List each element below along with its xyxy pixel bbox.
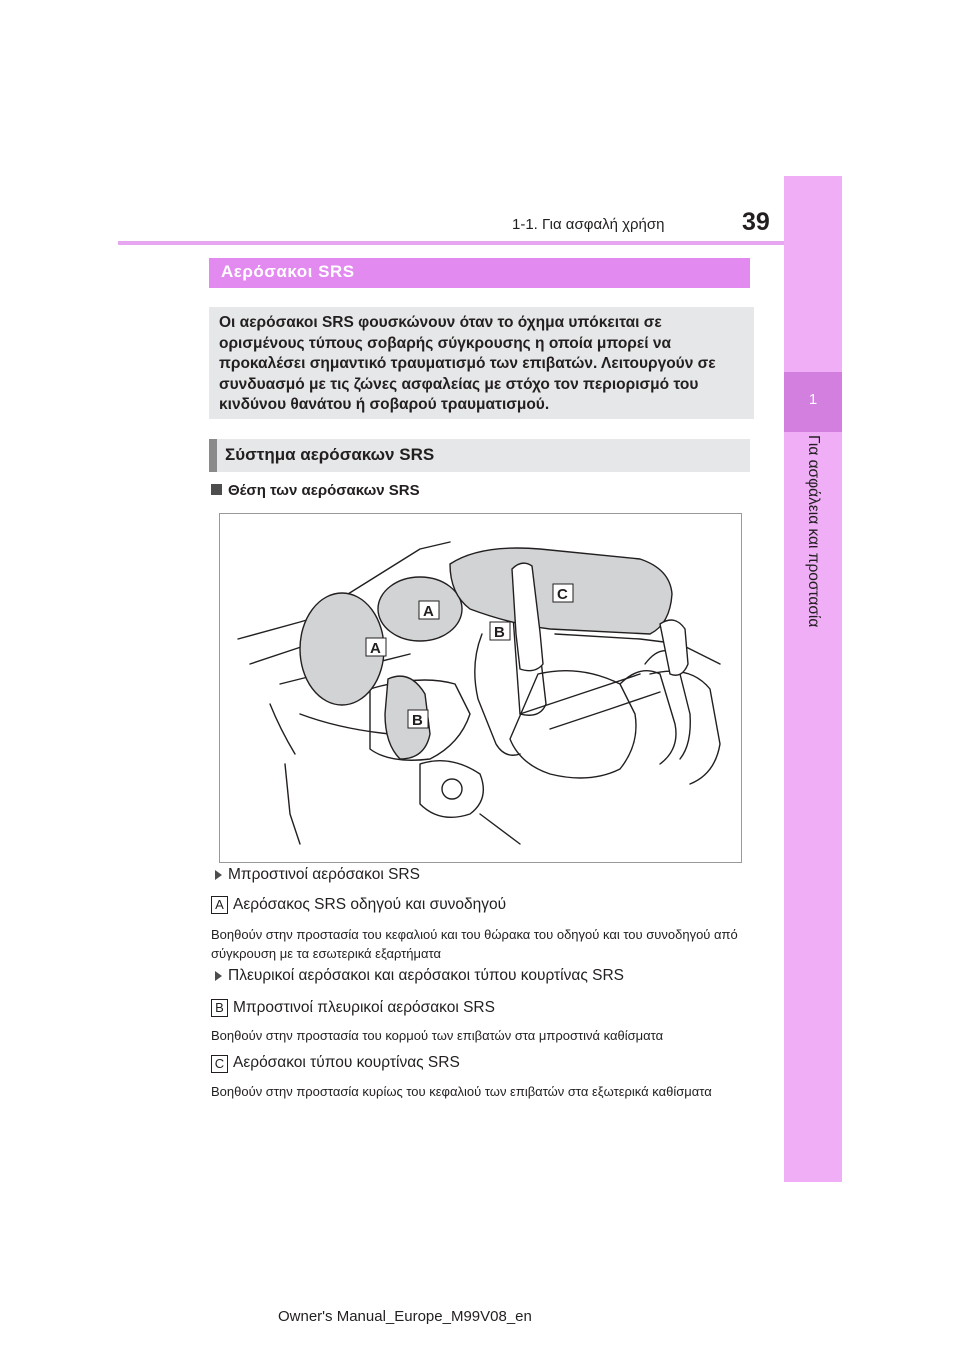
square-bullet-icon [211, 484, 222, 495]
subsection-accent [209, 439, 217, 472]
group-heading-side: Πλευρικοί αερόσακοι και αερόσακοι τύπου κουρτίνας SRS [228, 967, 624, 984]
subheading [211, 482, 420, 499]
key-box-a: A [211, 896, 228, 914]
vehicle-interior-illustration [220, 514, 741, 862]
airbag-location-figure [219, 513, 742, 863]
triangle-bullet-icon [215, 870, 222, 880]
item-a-name: Αερόσακος SRS οδηγού και συνοδηγού [233, 896, 507, 913]
header-rule [118, 241, 784, 245]
footer-text: Owner's Manual_Europe_M99V08_en [278, 1308, 532, 1325]
item-a-description: Βοηθούν στην προστασία του κεφαλιού και του θώρακα του οδηγού και του συνοδηγού από σύγκρουση με τα εσωτερικά εξαρτήματα [211, 927, 738, 961]
label-c: C [557, 586, 568, 603]
intro-box [209, 307, 754, 419]
key-box-c: C [211, 1055, 228, 1073]
subsection-title: Σύστημα αερόσακων SRS [225, 445, 435, 464]
group-heading-front: Μπροστινοί αερόσακοι SRS [228, 866, 420, 883]
label-b-left: B [412, 712, 423, 729]
intro-text: Οι αερόσακοι SRS φουσκώνουν όταν το όχημα υπόκειται σε ορισμένους τύπους σοβαρής σύγκρουσης η οποία μπορεί να προκαλέσει σημαντικό τραυματισμό των επιβατών. Λειτουργούν σε συνδυασμό με τις ζώνες ασφαλείας με στόχο τον περιορισμό του κινδύνου θανάτου ή σοβαρού τραυματισμού. [219, 314, 716, 413]
item-b-description: Βοηθούν στην προστασία του κορμού των επιβατών στα μπροστινά καθίσματα [211, 1028, 664, 1043]
chapter-title-vertical: Για ασφάλεια και προστασία [805, 435, 822, 628]
page-number: 39 [742, 208, 770, 236]
subsection-title-bar [209, 439, 750, 472]
label-a-passenger: A [423, 603, 434, 620]
running-header-title: 1-1. Για ασφαλή χρήση [512, 216, 665, 233]
chapter-number: 1 [808, 391, 818, 408]
chapter-side-tab [784, 176, 842, 1182]
item-b-name: Μπροστινοί πλευρικοί αερόσακοι SRS [233, 999, 495, 1016]
item-c-description: Βοηθούν στην προστασία κυρίως του κεφαλιού των επιβατών στα εξωτερικά καθίσματα [211, 1084, 712, 1099]
triangle-bullet-icon [215, 971, 222, 981]
section-title-bar [209, 258, 750, 288]
subheading-text: Θέση των αερόσακων SRS [228, 482, 420, 499]
label-b-right: B [494, 624, 505, 641]
key-box-b: B [211, 999, 228, 1017]
label-a-driver: A [370, 640, 381, 657]
item-c-name: Αερόσακοι τύπου κουρτίνας SRS [233, 1054, 460, 1071]
section-title: Αερόσακοι SRS [221, 262, 355, 281]
